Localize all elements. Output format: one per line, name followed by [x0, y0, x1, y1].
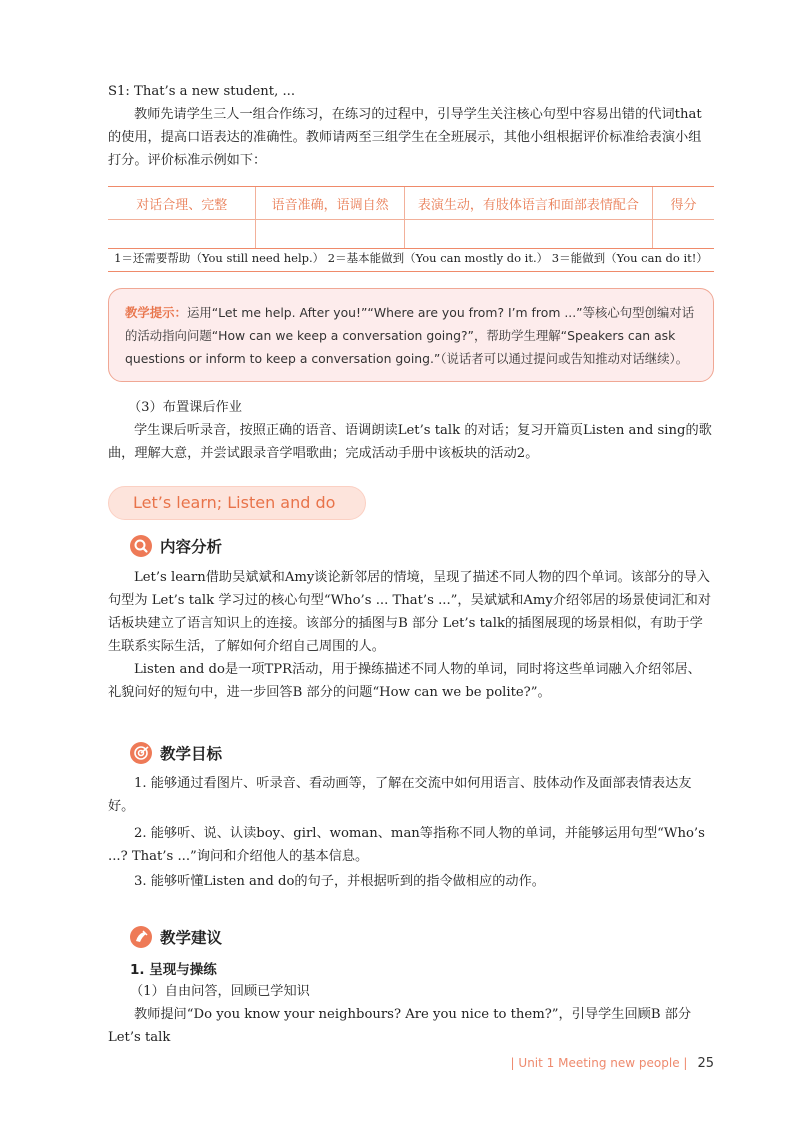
analysis-paragraph-1: Let’s learn借助吴斌斌和Amy谈论新邻居的情境，呈现了描述不同人物的四个单词。该部分的导入句型为 Let’s talk 学习过的核心句型“Who’s ... That’s ...”，吴斌斌和Amy介绍邻居的场景使词汇和对话板块建立了语言知识上的连接。该部分的插图与B 部分 Let’s talk的插图展现的场景相似，有助于学生联系实际生活，了解如何介绍自己周围的人。	[108, 570, 712, 654]
goal-item-3: 3. 能够听懂Listen and do的句子，并根据听到的指令做相应的动作。	[134, 874, 545, 889]
paragraph-group-practice: 教师先请学生三人一组合作练习，在练习的过程中，引导学生关注核心句型中容易出错的代词that的使用，提高口语表达的准确性。教师请两至三组学生在全班展示，其他小组根据评价标准给表演小组打分。评价标准示例如下：	[108, 107, 702, 168]
target-icon	[130, 742, 152, 764]
hand-pen-icon	[130, 926, 152, 948]
homework-text: 学生课后听录音，按照正确的语音、语调朗读Let’s talk 的对话；复习开篇页Listen and sing的歌曲，理解大意，并尝试跟录音学唱歌曲；完成活动手册中该板块的活动2。	[108, 423, 712, 461]
page-number: 25	[697, 1056, 714, 1071]
suggestion-heading	[130, 925, 222, 951]
goals-heading	[130, 741, 222, 767]
section-title-pill: Let’s learn; Listen and do	[108, 486, 366, 520]
subheading-present: 1. 呈现与操练	[130, 962, 217, 978]
divider	[108, 271, 714, 272]
evaluation-table	[108, 186, 714, 249]
table-row	[108, 220, 714, 249]
teaching-tip-box	[108, 288, 714, 382]
table-header-score: 得分	[652, 187, 714, 220]
table-header-pronunciation: 语音准确，语调自然	[256, 187, 404, 220]
dialogue-line: S1: That’s a new student, ...	[108, 84, 296, 99]
tip-text: 运用“Let me help. After you!”“Where are you from? I’m from ...”等核心句型创编对话的活动指向问题“How can we keep a conversation going?”，帮助学生理解“Speakers can ask questions or inform to keep a conversation going.”（说话者可以通过提问或告知推动对话继续）。	[125, 305, 695, 366]
suggestion-title: 教学建议	[160, 929, 223, 947]
goal-item-2: 2. 能够听、说、认读boy、girl、woman、man等指称不同人物的单词，并能够运用句型“Who’s ...? That’s ...”询问和介绍他人的基本信息。	[108, 826, 705, 864]
analysis-title: 内容分析	[160, 538, 223, 556]
suggestion-paragraph: 教师提问“Do you know your neighbours? Are you nice to them?”，引导学生回顾B 部分Let’s talk	[108, 1007, 692, 1045]
tip-label: 教学提示：	[125, 305, 187, 320]
goal-item-1: 1. 能够通过看图片、听录音、看动画等，了解在交流中如何用语言、肢体动作及面部表情表达友好。	[108, 776, 692, 814]
page-footer	[511, 1056, 714, 1071]
magnifier-icon	[130, 535, 152, 557]
table-header-performance: 表演生动，有肢体语言和面部表情配合	[404, 187, 652, 220]
subheading-free-qa: （1）自由问答，回顾已学知识	[130, 984, 310, 999]
analysis-heading	[130, 534, 222, 560]
homework-title: （3）布置课后作业	[128, 400, 242, 415]
score-legend: 1＝还需要帮助（You still need help.） 2＝基本能做到（You can mostly do it.） 3＝能做到（You can do it!）	[114, 251, 708, 265]
footer-unit: | Unit 1 Meeting new people |	[510, 1056, 688, 1070]
analysis-paragraph-2: Listen and do是一项TPR活动，用于操练描述不同人物的单词，同时将这些单词融入介绍邻居、礼貌问好的短句中，进一步回答B 部分的问题“How can we be polite?”。	[108, 662, 701, 700]
table-header-dialogue: 对话合理、完整	[108, 187, 256, 220]
goals-title: 教学目标	[160, 745, 223, 763]
